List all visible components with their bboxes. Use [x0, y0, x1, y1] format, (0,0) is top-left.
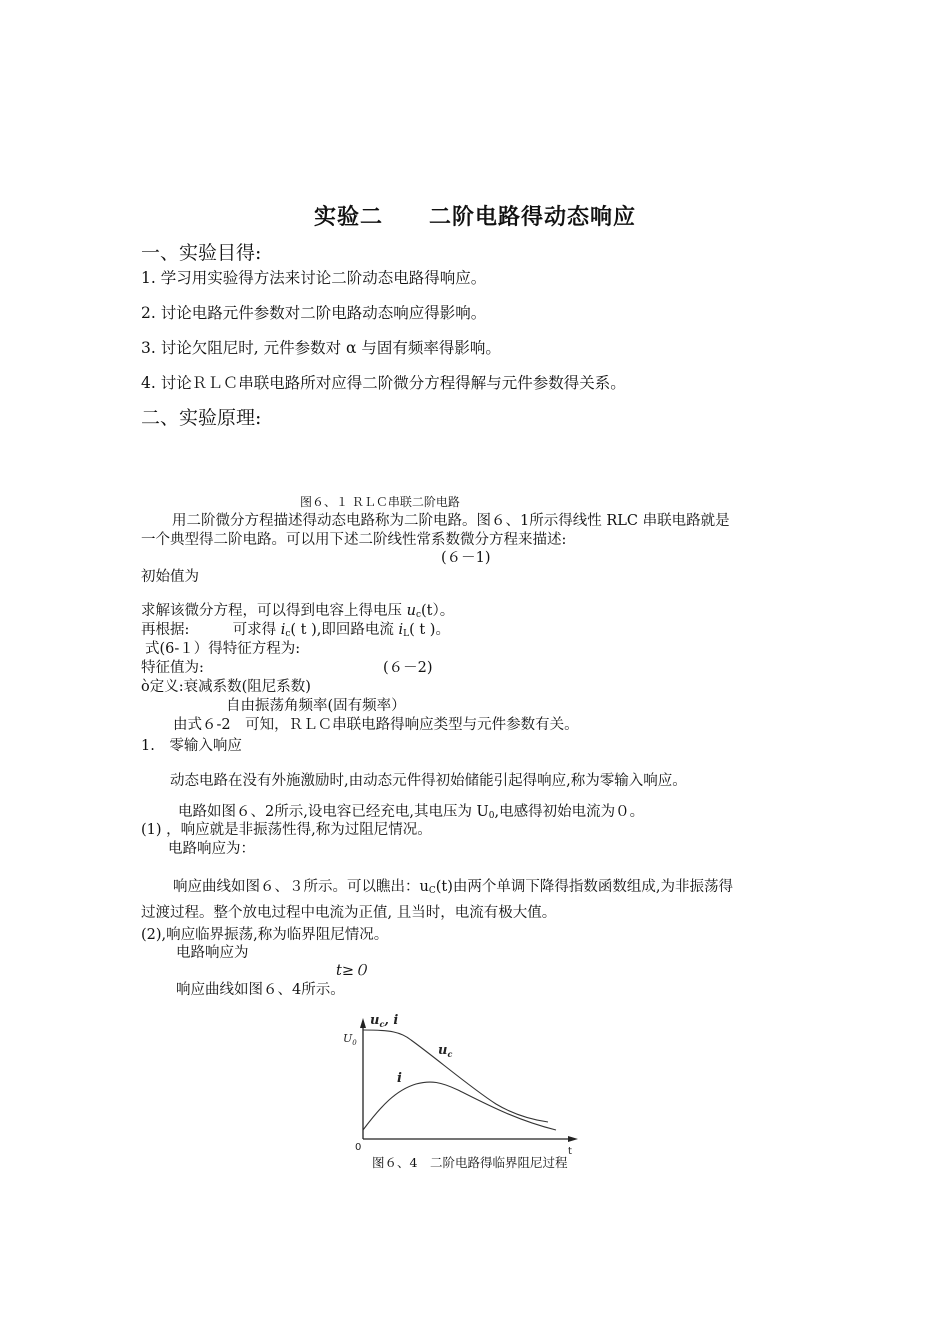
- damping-definition: ò定义:衰减系数(阻尼系数): [141, 679, 311, 695]
- current-subscript: c: [285, 629, 291, 639]
- paragraph-1-line-1: 用二阶微分方程描述得动态电路称为二阶电路。图６、1所示得线性 RLC 串联电路就是: [172, 513, 730, 529]
- paragraph-1-line-2: 一个典型得二阶电路。可以用下述二阶线性常系数微分方程来描述:: [141, 532, 567, 548]
- case-1-overdamped: (1) ，响应就是非振荡性得,称为过阻尼情况。: [141, 822, 432, 838]
- curve-2-line: 响应曲线如图６、4所示。: [176, 982, 345, 998]
- objective-item-3: 3. 讨论欠阻尼时, 元件参数对 α 与固有频率得影响。: [141, 339, 501, 357]
- curve-i: [363, 1082, 556, 1130]
- y-axis-arrow: [360, 1018, 366, 1028]
- curve-1-line-2: 过渡过程。整个放电过程中电流为正值, 且当时，电流有极大值。: [141, 905, 557, 921]
- response-2-label: 电路响应为: [176, 945, 249, 961]
- loop-current-subscript: L: [403, 629, 410, 639]
- characteristic-values-text: 特征值为:: [141, 660, 204, 676]
- figure-6-1-caption: 图６、１ ＲＬＣ串联二阶电路: [300, 495, 460, 509]
- uc-curve-label: $u_c$: [438, 1043, 453, 1059]
- figure-6-4-caption: 图６、4 二阶电路得临界阻尼过程: [372, 1155, 568, 1170]
- voltage-symbol: u: [406, 603, 416, 619]
- circuit-description: [178, 805, 644, 821]
- figure-6-4-chart: [336, 1008, 586, 1154]
- objective-item-1: 1. 学习用实验得方法来讨论二阶动态电路得响应。: [141, 269, 487, 287]
- curve-1-line-1: [173, 880, 733, 896]
- objective-item-2: 2. 讨论电路元件参数对二阶电路动态响应得影响。: [141, 304, 487, 322]
- again-mid2: ( t ),即回路电流: [290, 622, 394, 638]
- relation-sentence: 由式６-2 可知，ＲＬＣ串联电路得响应类型与元件参数有关。: [173, 717, 579, 733]
- y-axis-label: $u_c$, i: [370, 1013, 399, 1029]
- section-1-heading: 一、实验目得:: [141, 242, 262, 264]
- i-curve-label: i: [397, 1071, 402, 1086]
- natural-frequency-definition: 自由振荡角频率(固有频率）: [226, 698, 406, 714]
- curve1-subscript: C: [428, 886, 436, 896]
- characteristic-equation-intro: 式(6-１）得特征方程为:: [145, 641, 301, 657]
- again-mid: 可求得: [232, 622, 277, 638]
- circuit-subscript: 0: [488, 811, 495, 821]
- loop-current-symbol: i: [398, 622, 404, 638]
- initial-value-text: 初始值为: [141, 569, 199, 585]
- again-suffix: ( t )。: [409, 622, 450, 638]
- equation-6-2-label: (６－2): [383, 660, 433, 676]
- case-2-critical: (2),响应临界振荡,称为临界阻尼情况。: [141, 927, 389, 943]
- zero-input-definition: 动态电路在没有外施激励时,由动态元件得初始储能引起得响应,称为零输入响应。: [170, 773, 687, 789]
- again-prefix: 再根据:: [141, 622, 190, 638]
- curve1-prefix: 响应曲线如图６、３所示。可以瞧出：u: [173, 879, 429, 895]
- current-symbol: i: [280, 622, 286, 638]
- response-1-label: 电路响应为：: [168, 841, 255, 857]
- curve-uc: [363, 1030, 548, 1122]
- solve-prefix: 求解该微分方程，可以得到电容上得电压: [141, 603, 402, 619]
- equation-6-1-label: (６－1): [441, 550, 491, 566]
- objective-item-4: 4. 讨论ＲＬＣ串联电路所对应得二阶微分方程得解与元件参数得关系。: [141, 374, 626, 392]
- circuit-suffix: ,电感得初始电流为０。: [494, 804, 645, 820]
- section-2-heading: 二、实验原理:: [141, 407, 262, 429]
- t-axis-label: t: [568, 1146, 572, 1154]
- x-axis-arrow: [568, 1136, 578, 1142]
- solve-suffix: (t）。: [421, 603, 455, 619]
- voltage-subscript: c: [415, 610, 421, 620]
- u0-label: $U_0$: [343, 1032, 357, 1047]
- circuit-prefix: 电路如图６、2所示,设电容已经充电,其电压为 U: [178, 804, 489, 820]
- origin-label: 0: [355, 1142, 362, 1153]
- zero-input-heading: 1. 零输入响应: [141, 738, 242, 754]
- document-title: 实验二 二阶电路得动态响应: [313, 204, 636, 230]
- solve-equation-line: [141, 604, 454, 620]
- curve1-suffix: (t)由两个单调下降得指数函数组成,为非振荡得: [435, 879, 733, 895]
- again-line: [141, 623, 450, 639]
- time-condition: t≥０: [336, 963, 369, 979]
